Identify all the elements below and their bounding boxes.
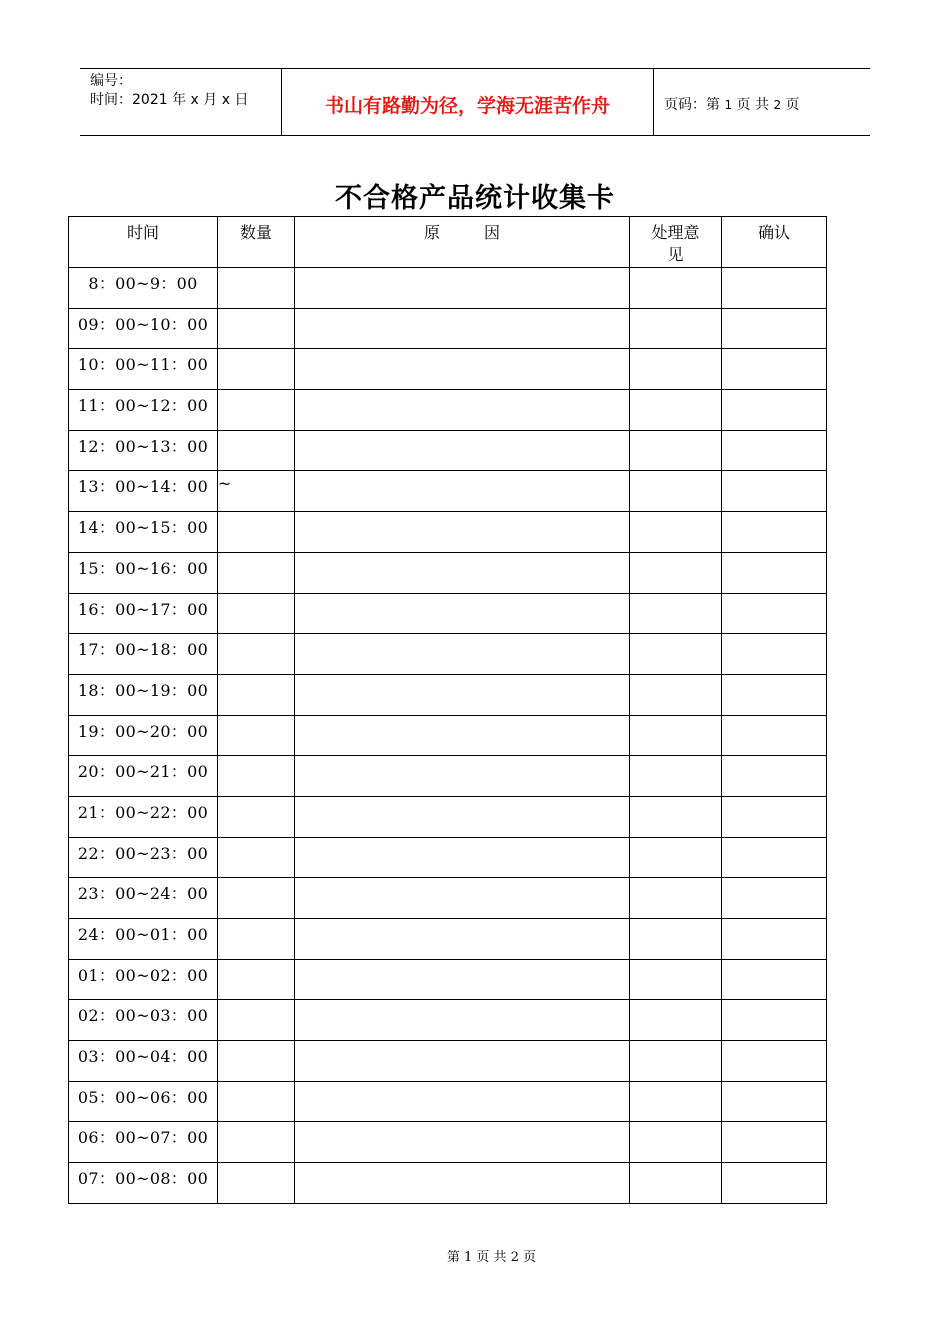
quantity-cell [218,634,295,675]
table-row [69,715,827,756]
quantity-cell [218,919,295,960]
header-page-indicator [664,94,800,114]
table-body [69,268,827,1204]
time-cell: 22：00~23：00 [69,837,218,878]
opinion-cell [630,308,722,349]
time-cell: 12：00~13：00 [69,430,218,471]
opinion-cell [630,1163,722,1204]
quantity-cell [218,308,295,349]
table-row [69,593,827,634]
table-row [69,1163,827,1204]
page-mid: 页 共 [736,97,769,113]
table-row [69,1122,827,1163]
reason-cell [295,430,630,471]
quantity-cell [218,593,295,634]
table-row [69,1000,827,1041]
opinion-cell [630,268,722,309]
reason-cell [295,471,630,512]
quantity-cell [218,715,295,756]
confirm-cell [722,919,827,960]
page-total: 2 [773,98,782,112]
time-cell: 23：00~24：00 [69,878,218,919]
table-row [69,1041,827,1082]
page-suffix: 页 [785,97,800,113]
document-number-label: 编号： [90,73,132,89]
table-header-row [69,217,827,268]
quantity-cell [218,430,295,471]
quantity-cell [218,756,295,797]
table-row [69,878,827,919]
header-quantity: 数量 [218,217,295,268]
confirm-cell [722,796,827,837]
confirm-cell [722,878,827,919]
quantity-cell [218,390,295,431]
opinion-cell [630,796,722,837]
opinion-cell [630,715,722,756]
time-cell: 07：00~08：00 [69,1163,218,1204]
quantity-cell [218,1041,295,1082]
quantity-cell [218,796,295,837]
footer-current: 1 [464,1250,473,1265]
confirm-cell [722,268,827,309]
time-cell: 24：00~01：00 [69,919,218,960]
reason-cell [295,390,630,431]
opinion-cell [630,959,722,1000]
opinion-cell [630,512,722,553]
quantity-cell [218,349,295,390]
quantity-cell [218,878,295,919]
confirm-cell [722,715,827,756]
confirm-cell [722,1163,827,1204]
reason-cell [295,512,630,553]
reason-cell [295,1122,630,1163]
table-row [69,634,827,675]
opinion-cell [630,919,722,960]
time-cell: 13：00~14：00 [69,471,218,512]
quantity-cell [218,1122,295,1163]
table-row [69,1081,827,1122]
quantity-cell [218,837,295,878]
time-cell: 15：00~16：00 [69,552,218,593]
page-footer [0,1246,950,1265]
opinion-cell [630,1041,722,1082]
page-title: 不合格产品统计收集卡 [335,183,615,214]
reason-cell [295,1000,630,1041]
reason-cell [295,349,630,390]
quantity-cell [218,552,295,593]
time-cell: 20：00~21：00 [69,756,218,797]
table-row [69,471,827,512]
footer-total: 2 [510,1250,519,1265]
opinion-cell [630,471,722,512]
opinion-cell [630,349,722,390]
header-info [90,72,248,110]
reason-cell [295,552,630,593]
time-cell: 10：00~11：00 [69,349,218,390]
header-reason [295,217,630,268]
reason-cell [295,1041,630,1082]
reason-cell [295,878,630,919]
header-confirm: 确认 [722,217,827,268]
confirm-cell [722,837,827,878]
opinion-cell [630,552,722,593]
time-cell: 19：00~20：00 [69,715,218,756]
time-cell: 02：00~03：00 [69,1000,218,1041]
quantity-cell [218,512,295,553]
opinion-cell [630,593,722,634]
time-cell: 16：00~17：00 [69,593,218,634]
confirm-cell [722,471,827,512]
reason-cell [295,674,630,715]
table-row [69,512,827,553]
quantity-cell [218,1081,295,1122]
time-cell: 03：00~04：00 [69,1041,218,1082]
opinion-cell [630,634,722,675]
table-row [69,268,827,309]
opinion-cell [630,1000,722,1041]
table-row [69,349,827,390]
table-row [69,756,827,797]
reason-cell [295,1163,630,1204]
table-row [69,552,827,593]
time-cell: 05：00~06：00 [69,1081,218,1122]
footer-suffix: 页 [523,1250,537,1265]
opinion-cell [630,390,722,431]
header-time: 时间 [69,217,218,268]
quantity-cell [218,1000,295,1041]
time-cell: 21：00~22：00 [69,796,218,837]
time-cell: 01：00~02：00 [69,959,218,1000]
header-reason-a: 原 [423,223,440,242]
opinion-cell [630,837,722,878]
reason-cell [295,634,630,675]
reason-cell [295,593,630,634]
page-current: 1 [724,98,733,112]
confirm-cell [722,349,827,390]
header-divider [653,69,654,135]
time-cell: 06：00~07：00 [69,1122,218,1163]
time-cell: 14：00~15：00 [69,512,218,553]
confirm-cell [722,674,827,715]
reason-cell [295,959,630,1000]
opinion-cell [630,756,722,797]
header-motto: 书山有路勤为径，学海无涯苦作舟 [324,95,610,117]
confirm-cell [722,430,827,471]
opinion-cell [630,1081,722,1122]
time-cell: 09：00~10：00 [69,308,218,349]
document-header [80,68,870,136]
confirm-cell [722,1122,827,1163]
confirm-cell [722,959,827,1000]
time-cell: 18：00~19：00 [69,674,218,715]
header-reason-b: 因 [484,223,501,242]
confirm-cell [722,552,827,593]
opinion-cell [630,878,722,919]
reason-cell [295,796,630,837]
footer-prefix: 第 [446,1250,460,1265]
quantity-cell: ~ [218,471,295,512]
confirm-cell [722,390,827,431]
reason-cell [295,268,630,309]
confirm-cell [722,1081,827,1122]
table-row [69,430,827,471]
confirm-cell [722,756,827,797]
reason-cell [295,837,630,878]
reason-cell [295,1081,630,1122]
table-row [69,390,827,431]
time-cell: 8：00~9：00 [69,268,218,309]
table-row [69,674,827,715]
confirm-cell [722,593,827,634]
opinion-cell [630,1122,722,1163]
opinion-cell [630,674,722,715]
confirm-cell [722,1041,827,1082]
reason-cell [295,919,630,960]
confirm-cell [722,512,827,553]
table-row [69,919,827,960]
reason-cell [295,308,630,349]
time-cell: 11：00~12：00 [69,390,218,431]
confirm-cell [722,1000,827,1041]
quantity-cell [218,674,295,715]
table-row [69,796,827,837]
confirm-cell [722,634,827,675]
header-opinion: 处理意见 [630,217,722,268]
quantity-cell [218,268,295,309]
table-row [69,837,827,878]
time-cell: 17：00~18：00 [69,634,218,675]
table-row [69,959,827,1000]
confirm-cell [722,308,827,349]
document-date: 时间：2021 年 x 月 x 日 [90,92,249,108]
quantity-cell [218,1163,295,1204]
reason-cell [295,756,630,797]
nonconforming-stats-table [68,216,827,1204]
opinion-cell [630,430,722,471]
page-prefix: 页码：第 [664,97,720,113]
quantity-cell [218,959,295,1000]
reason-cell [295,715,630,756]
footer-mid: 页 共 [476,1250,507,1265]
table-row [69,308,827,349]
